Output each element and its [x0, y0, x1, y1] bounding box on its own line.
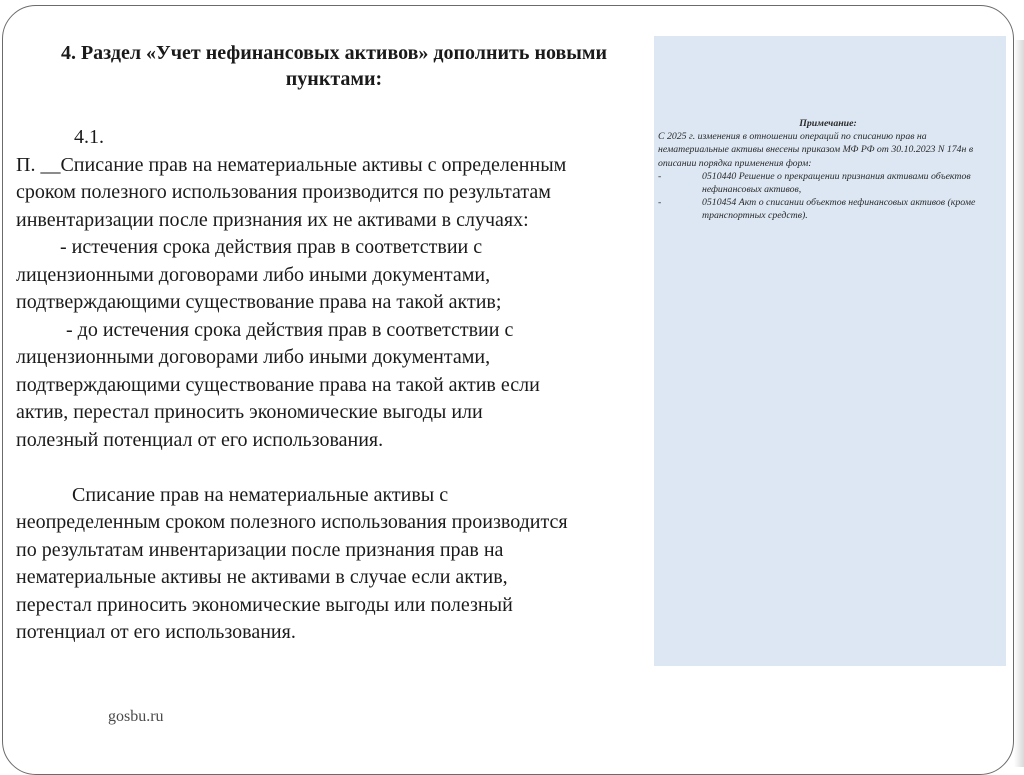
note-item-dash: -	[658, 170, 662, 182]
slide-heading	[14, 40, 654, 92]
note-list-item	[658, 170, 998, 196]
body-line: - до истечения срока действия прав в соответствии с	[66, 318, 514, 341]
body-line: инвентаризации после признания их не активами в случаях:	[16, 208, 529, 231]
body-line: Списание прав на нематериальные активы с	[72, 483, 449, 506]
paragraph-spacer	[16, 454, 656, 482]
body-line: актив, перестал приносить экономические выгоды или	[16, 401, 483, 423]
note-text: С 2025 г. изменения в отношении операций по списанию прав на нематериальные активы внесены приказом МФ РФ от 30.10.2023 N 174н в описании порядка применения форм:	[658, 131, 974, 169]
note-panel	[654, 36, 1006, 666]
body-line: нематериальные активы не активами в случае если актив,	[16, 566, 508, 588]
body-line: неопределенным сроком полезного использования производится	[16, 511, 568, 533]
slide-shadow-edge	[1014, 40, 1024, 767]
body-line: - истечения срока действия прав в соответствии с	[60, 236, 483, 258]
slide-body-text	[16, 124, 656, 647]
body-line: сроком полезного использования производится по результатам	[16, 181, 551, 203]
note-item-text: 0510440 Решение о прекращении признания активами объектов нефинансовых активов,	[702, 170, 971, 196]
body-line: подтверждающими существование права на такой актив;	[16, 291, 502, 313]
note-box	[658, 117, 998, 223]
body-line: полезный потенциал от его использования.	[16, 428, 384, 451]
body-line: потенциал от его использования.	[16, 621, 296, 643]
body-line: лицензионными договорами либо иными документами,	[16, 263, 491, 286]
note-list-item	[658, 196, 998, 222]
note-title: Примечание:	[799, 118, 857, 129]
heading-line-2: пунктами:	[285, 68, 383, 90]
note-item-dash: -	[658, 197, 662, 209]
note-item-text: 0510454 Акт о списании объектов нефинансовых активов (кроме транспортных средств).	[702, 197, 976, 222]
body-line: П. __Списание прав на нематериальные активы с определенным	[16, 153, 567, 176]
body-line: по результатам инвентаризации после признания прав на	[16, 538, 504, 561]
footer-source: gosbu.ru	[108, 708, 164, 725]
heading-line-1: 4. Раздел «Учет нефинансовых активов» дополнить новыми	[60, 42, 608, 64]
body-line: лицензионными договорами либо иными документами,	[16, 346, 491, 368]
body-line: перестал приносить экономические выгоды или полезный	[16, 593, 513, 616]
body-line: 4.1.	[74, 126, 104, 148]
body-line: подтверждающими существование права на такой актив если	[16, 373, 540, 396]
